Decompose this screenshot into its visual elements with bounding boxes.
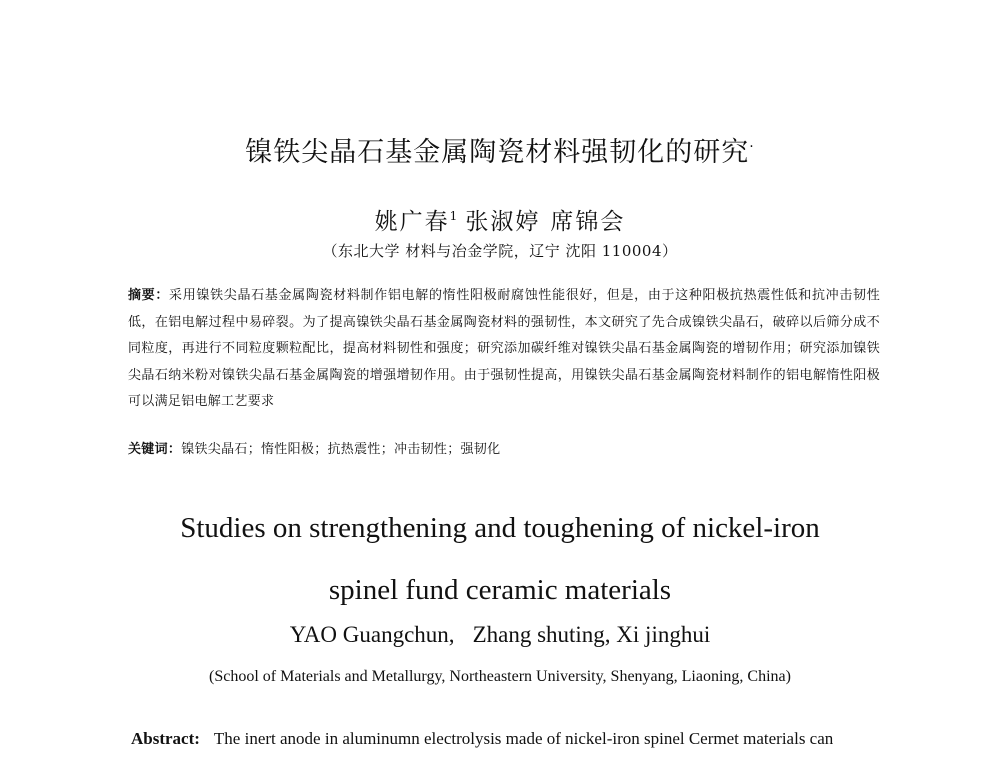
chinese-keywords-label: 关键词： bbox=[128, 442, 182, 457]
author-first-superscript: 1 bbox=[449, 209, 460, 224]
author-first: 姚广春 bbox=[374, 209, 450, 235]
title-footnote-mark: · bbox=[749, 139, 755, 155]
english-authors bbox=[0, 622, 1000, 648]
chinese-authors bbox=[0, 203, 1000, 236]
chinese-keywords-text: 镍铁尖晶石；惰性阳极；抗热震性；冲击韧性；强韧化 bbox=[181, 442, 501, 457]
english-abstract-label: Abstract: bbox=[131, 729, 200, 748]
chinese-keywords bbox=[128, 438, 880, 457]
english-title bbox=[0, 500, 1000, 618]
english-title-line1: Studies on strengthening and toughening of nickel-iron bbox=[180, 512, 820, 544]
chinese-abstract-label: 摘要： bbox=[128, 288, 170, 303]
english-affiliation: (School of Materials and Metallurgy, Northeastern University, Shenyang, Liaoning, China) bbox=[209, 668, 791, 685]
chinese-title-text: 镍铁尖晶石基金属陶瓷材料强韧化的研究 bbox=[245, 137, 750, 168]
chinese-affiliation: （东北大学 材料与冶金学院，辽宁 沈阳 110004） bbox=[322, 242, 678, 260]
author-third: 席锦会 bbox=[550, 209, 626, 235]
author-second: 张淑婷 bbox=[465, 209, 541, 235]
chinese-abstract bbox=[128, 283, 880, 416]
english-abstract bbox=[131, 724, 891, 754]
english-title-line2: spinel fund ceramic materials bbox=[328, 574, 672, 606]
english-author-2: Zhang shuting, Xi jinghui bbox=[472, 622, 711, 647]
english-abstract-text: The inert anode in aluminumn electrolysis made of nickel-iron spinel Cermet materials can bbox=[213, 729, 834, 748]
chinese-abstract-text: 采用镍铁尖晶石基金属陶瓷材料制作铝电解的惰性阳极耐腐蚀性能很好，但是，由于这种阳极抗热震性低和抗冲击韧性低，在铝电解过程中易碎裂。为了提高镍铁尖晶石基金属陶瓷材料的强韧性，本文研究了先合成镍铁尖晶石，破碎以后筛分成不同粒度，再进行不同粒度颗粒配比，提高材料韧性和强度；研究添加碳纤维对镍铁尖晶石基金属陶瓷的增韧作用；研究添加镍铁尖晶石纳米粉对镍铁尖晶石基金属陶瓷的增强增韧作用。由于强韧性提高，用镍铁尖晶石基金属陶瓷材料制作的铝电解惰性阳极可以满足铝电解工艺要求 bbox=[128, 288, 880, 409]
english-author-1: YAO Guangchun, bbox=[289, 622, 455, 647]
chinese-title bbox=[0, 130, 1000, 169]
